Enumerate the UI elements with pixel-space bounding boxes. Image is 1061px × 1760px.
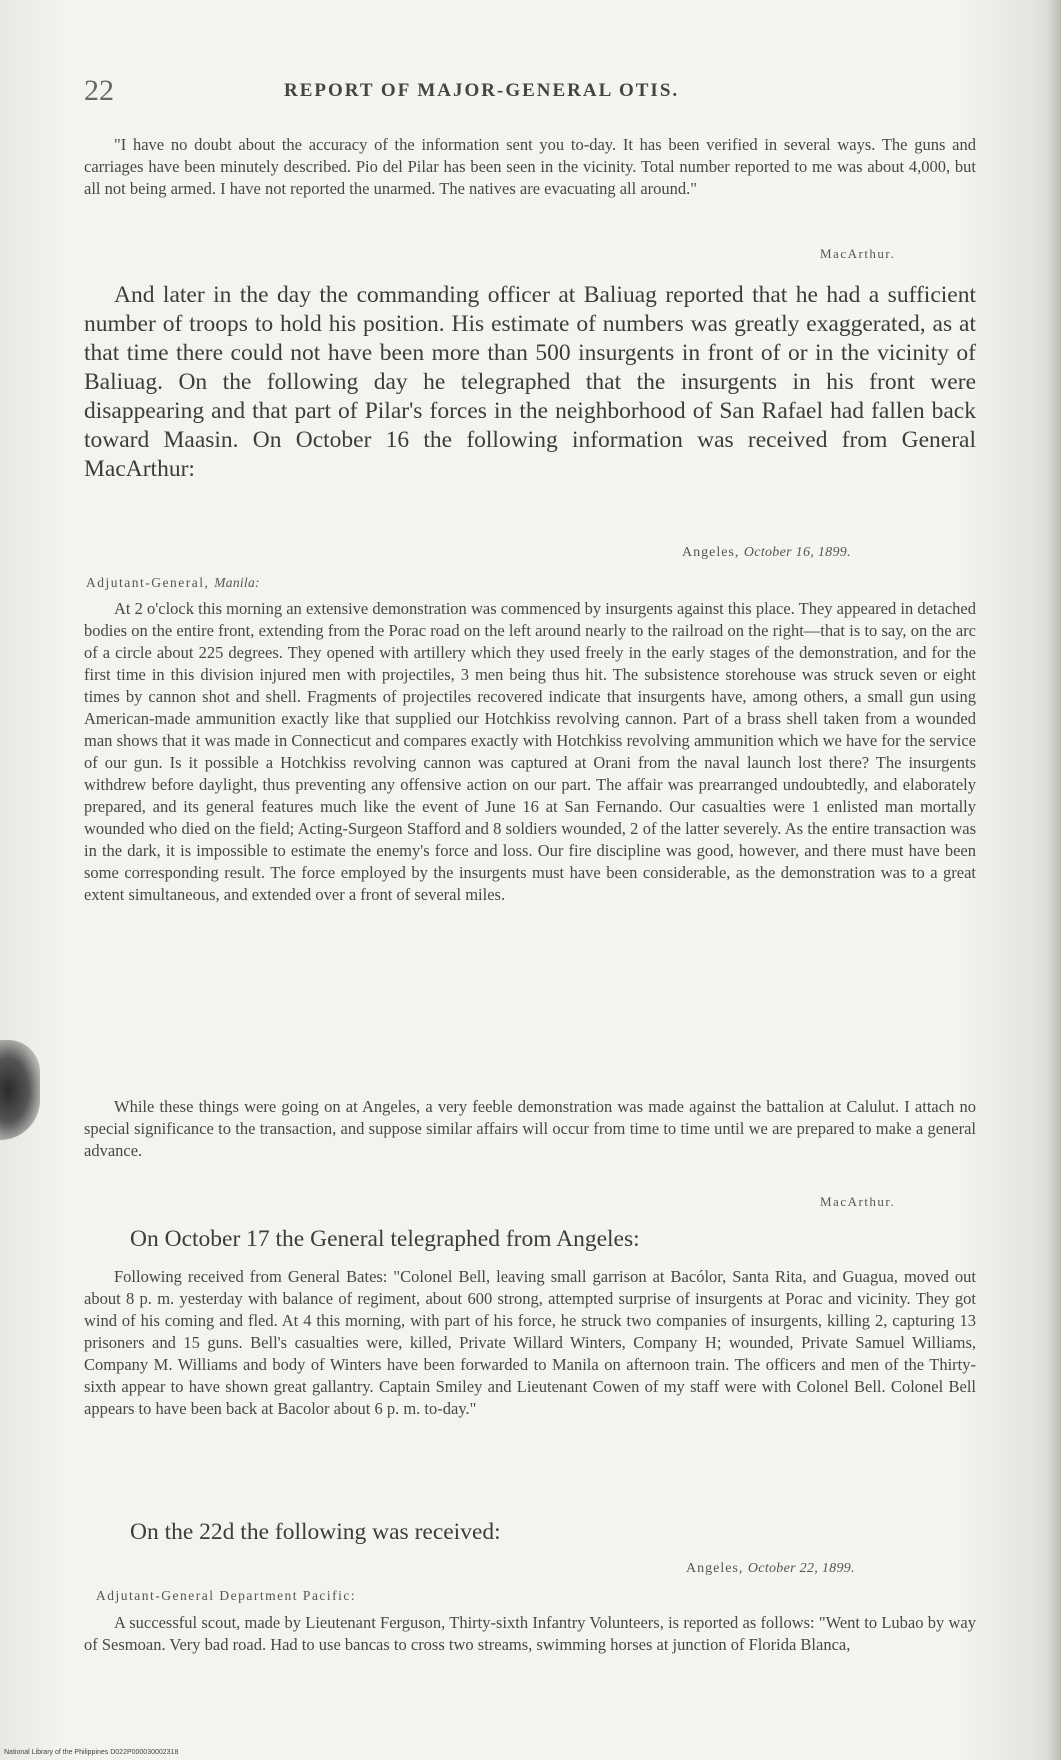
dateline-october-22: Angeles, October 22, 1899. (686, 1561, 855, 1576)
signature-macarthur-1: MacArthur. (820, 246, 896, 261)
body-paragraph-3: On the 22d the following was received: (130, 1519, 501, 1545)
body-paragraph-1: And later in the day the commanding officer at Baliuag reported that he had a sufficient number of troops to hold his position. His estimate of numbers was greatly exaggerated, as at that time there could not have been more than 500 insurgents in front of or in the vicinity of Baliuag. On the following day he telegraphed that the insurgents in his front were disappearing and that part of Pilar's forces in the neighborhood of San Rafael had fallen back toward Maasin. On October 16 the following information was received from General MacArthur: (84, 282, 976, 482)
running-head: REPORT OF MAJOR-GENERAL OTIS. (284, 80, 680, 101)
page-edge-shadow (1047, 0, 1061, 1760)
archive-footer-note: National Library of the Philippines D022P000030002318 (4, 1749, 179, 1756)
telegram-body-3: Following received from General Bates: "Colonel Bell, leaving small garrison at Bacólor, Santa Rita, and Guagua, moved out about 8 p. m. yesterday with balance of regiment, about 600 strong, attempted surprise of insurgents at Porac and vicinity. They got wind of his coming and fled. At 4 this morning, with part of his force, he struck two companies of insurgents, killing 2, capturing 13 prisoners and 15 guns. Bell's casualties were, killed, Private Willard Winters, Company H; wounded, Private Samuel Williams, Company M. Williams and body of Winters have been forwarded to Manila on afternoon train. The officers and men of the Thirty-sixth appear to have shown great gallantry. Captain Smiley and Lieutenant Cowen of my staff were with Colonel Bell. Colonel Bell appears to have been back at Bacolor about 6 p. m. to-day." (84, 1267, 976, 1418)
addressee-1: Adjutant-General, Manila: (86, 575, 260, 590)
page-number: 22 (84, 74, 114, 107)
addressee-2: Adjutant-General Department Pacific: (96, 1588, 357, 1603)
body-paragraph-2: On October 17 the General telegraphed from Angeles: (130, 1226, 640, 1252)
telegram-body-2: While these things were going on at Angeles, a very feeble demonstration was made against the battalion at Calulut. I attach no special significance to the transaction, and suppose similar affairs will occur from time to time until we are prepared to make a general advance. (84, 1097, 976, 1160)
signature-macarthur-2: MacArthur. (820, 1194, 896, 1209)
dateline-october-16: Angeles, October 16, 1899. (682, 545, 851, 560)
thumb-shadow (0, 1040, 40, 1140)
telegram-body-1: At 2 o'clock this morning an extensive demonstration was commenced by insurgents against this place. They appeared in detached bodies on the entire front, extending from the Porac road on the left around nearly to the railroad on the right—that is to say, on the arc of a circle about 225 degrees. They opened with artillery which they used freely in the early stages of the demonstration, and for the first time in this division injured men with projectiles, 3 men being thus hit. The subsistence storehouse was struck seven or eight times by cannon shot and shell. Fragments of projectiles recovered indicate that insurgents have, among others, a small gun using American-made ammunition exactly like that supplied our Hotchkiss revolving cannon. Part of a brass shell taken from a wounded man shows that it was made in Connecticut and compares exactly with Hotchkiss revolving ammunition which we have for the service of our gun. Is it possible a Hotchkiss revolving cannon was captured at Orani from the naval launch lost there? The insurgents withdrew before daylight, thus preventing any offensive action on our part. The affair was prearranged undoubtedly, and elaborately prepared, and its general features much like the event of June 16 at San Fernando. Our casualties were 1 enlisted man mortally wounded who died on the field; Acting-Surgeon Stafford and 8 soldiers wounded, 2 of the latter severely. As the entire transaction was in the dark, it is impossible to estimate the enemy's force and loss. Our fire discipline was good, however, and there must have been some corresponding result. The force employed by the insurgents must have been considerable, as the demonstration was to a great extent simultaneous, and extended over a front of several miles. (84, 599, 976, 904)
quoted-telegram-1: "I have no doubt about the accuracy of the information sent you to-day. It has been verified in several ways. The guns and carriages have been minutely described. Pio del Pilar has been seen in the vicinity. Total number reported to me was about 4,000, but all not being armed. I have not reported the unarmed. The natives are evacuating all around." (84, 135, 976, 198)
page-header (84, 74, 974, 106)
telegram-body-4: A successful scout, made by Lieutenant Ferguson, Thirty-sixth Infantry Volunteers, is reported as follows: "Went to Lubao by way of Sesmoan. Very bad road. Had to use bancas to cross two streams, swimming horses at junction of Florida Blanca, (84, 1613, 976, 1654)
